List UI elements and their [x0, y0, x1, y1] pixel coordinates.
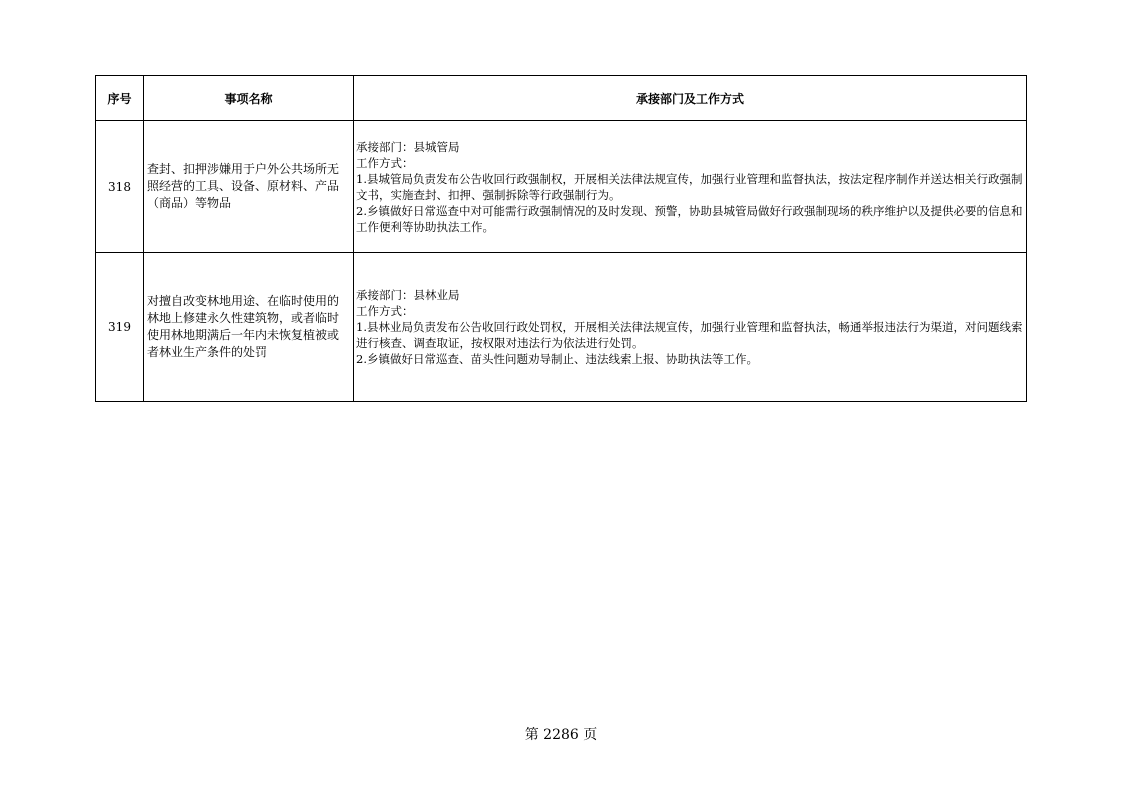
table-row: [96, 121, 1027, 253]
header-department-method: 承接部门及工作方式: [354, 76, 1027, 121]
row-item-name: 对擅自改变林地用途、在临时使用的林地上修建永久性建筑物，或者临时使用林地期满后一年内未恢复植被或者林业生产条件的处罚: [144, 253, 354, 402]
department-line: 承接部门：县城管局: [356, 139, 460, 154]
method-item-2: 2.乡镇做好日常巡查中对可能需行政强制情况的及时发现、预警，协助县城管局做好行政强制现场的秩序维护以及提供必要的信息和工作便利等协助执法工作。: [356, 203, 1023, 234]
header-serial-number: 序号: [96, 76, 144, 121]
department-line: 承接部门：县林业局: [356, 288, 460, 302]
method-item-2: 2.乡镇做好日常巡查、苗头性问题劝导制止、违法线索上报、协助执法等工作。: [356, 352, 758, 366]
page-number: 第 2286 页: [524, 727, 598, 743]
row-department-method: [354, 253, 1027, 402]
method-label: 工作方式：: [356, 304, 414, 318]
row-department-method: [354, 121, 1027, 253]
method-label: 工作方式：: [356, 155, 414, 170]
row-item-name: 查封、扣押涉嫌用于户外公共场所无照经营的工具、设备、原材料、产品（商品）等物品: [144, 121, 354, 253]
table-header-row: [96, 76, 1027, 121]
row-serial-number: 318: [96, 121, 144, 253]
table-row: [96, 253, 1027, 402]
row-serial-number: 319: [96, 253, 144, 402]
method-item-1: 1.县城管局负责发布公告收回行政强制权，开展相关法律法规宣传，加强行业管理和监督执法，按法定程序制作并送达相关行政强制文书，实施查封、扣押、强制拆除等行政强制行为。: [356, 171, 1023, 202]
method-item-1: 1.县林业局负责发布公告收回行政处罚权，开展相关法律法规宣传，加强行业管理和监督执法，畅通举报违法行为渠道，对问题线索进行核查、调查取证，按权限对违法行为依法进行处罚。: [356, 320, 1023, 350]
header-item-name: 事项名称: [144, 76, 354, 121]
items-table: [95, 75, 1027, 402]
